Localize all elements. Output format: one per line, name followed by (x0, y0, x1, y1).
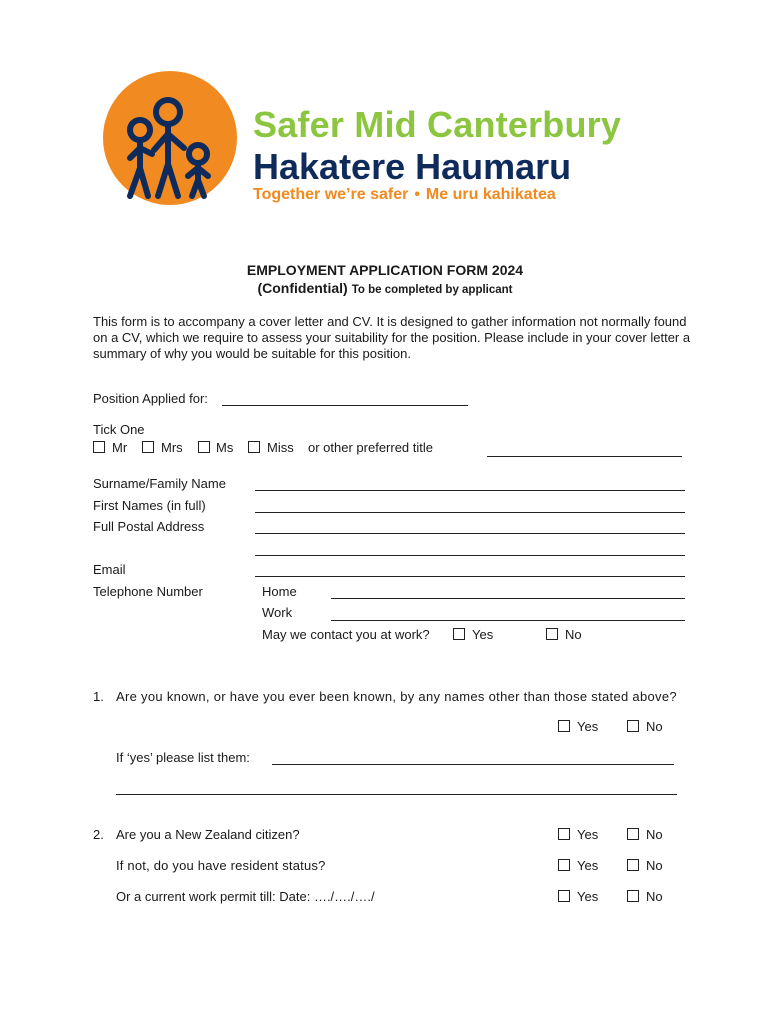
brand-name-maori: Hakatere Haumaru (253, 146, 572, 187)
q2c-yes-checkbox[interactable] (558, 890, 570, 902)
work-phone-label: Work (262, 605, 293, 620)
q1-no-label: No (646, 719, 663, 734)
q2-yes-label: Yes (577, 827, 599, 842)
q1-no-checkbox[interactable] (627, 720, 639, 732)
title-mrs-label: Mrs (161, 440, 183, 455)
telephone-label: Telephone Number (93, 584, 203, 599)
q2-no-checkbox[interactable] (627, 828, 639, 840)
q2b-yes-checkbox[interactable] (558, 859, 570, 871)
title-mr-checkbox[interactable] (93, 441, 105, 453)
email-label: Email (93, 562, 126, 577)
title-mrs-checkbox[interactable] (142, 441, 154, 453)
postal-address-input-line-2[interactable] (255, 555, 685, 556)
home-phone-input-line[interactable] (331, 598, 685, 599)
completion-note: To be completed by applicant (351, 284, 513, 296)
postal-address-input-line-1[interactable] (255, 533, 685, 534)
question-1-text: Are you known, or have you ever been known, by any names other than those stated above? (116, 689, 677, 704)
title-ms-label: Ms (216, 440, 234, 455)
q1-list-label: If ‘yes’ please list them: (116, 750, 250, 765)
question-2c-text: Or a current work permit till: Date: …./…./…./ (116, 889, 375, 904)
contact-work-no-label: No (565, 627, 582, 642)
intro-paragraph: This form is to accompany a cover letter and CV. It is designed to gather information not normally found on a CV, which we require to assess your suitability for the position. Please include in your cover letter a summary of why you would be suitable for this position. (93, 314, 691, 361)
question-2b-text: If not, do you have resident status? (116, 858, 326, 873)
title-mr-label: Mr (112, 440, 128, 455)
surname-input-line[interactable] (255, 490, 685, 491)
tagline-english: Together we’re safer (253, 186, 409, 203)
q2c-no-checkbox[interactable] (627, 890, 639, 902)
form-title: EMPLOYMENT APPLICATION FORM 2024 (246, 262, 524, 278)
q2c-no-label: No (646, 889, 663, 904)
brand-name-english: Safer Mid Canterbury (253, 104, 622, 145)
tagline-separator: • (414, 186, 420, 203)
first-names-label: First Names (in full) (93, 498, 206, 513)
position-input-line[interactable] (222, 405, 468, 406)
q2b-no-label: No (646, 858, 663, 873)
contact-work-yes-checkbox[interactable] (453, 628, 465, 640)
form-subtitle (0, 280, 770, 296)
q1-yes-label: Yes (577, 719, 599, 734)
title-miss-label: Miss (267, 440, 294, 455)
question-2-text: Are you a New Zealand citizen? (116, 827, 300, 842)
q1-list-input-line-1[interactable] (272, 764, 674, 765)
contact-work-no-checkbox[interactable] (546, 628, 558, 640)
first-names-input-line[interactable] (255, 512, 685, 513)
q2c-yes-label: Yes (577, 889, 599, 904)
q2b-yes-label: Yes (577, 858, 599, 873)
work-phone-input-line[interactable] (331, 620, 685, 621)
q1-yes-checkbox[interactable] (558, 720, 570, 732)
question-2-number: 2. (93, 827, 104, 842)
contact-work-yes-label: Yes (472, 627, 494, 642)
title-miss-checkbox[interactable] (248, 441, 260, 453)
home-phone-label: Home (262, 584, 297, 599)
question-1-number: 1. (93, 689, 104, 704)
logo-family-icon (100, 68, 240, 208)
title-ms-checkbox[interactable] (198, 441, 210, 453)
email-input-line[interactable] (255, 576, 685, 577)
surname-label: Surname/Family Name (93, 476, 226, 491)
tick-one-label: Tick One (93, 422, 145, 437)
other-title-input-line[interactable] (487, 456, 682, 457)
brand-tagline (253, 186, 556, 204)
q2-yes-checkbox[interactable] (558, 828, 570, 840)
q2b-no-checkbox[interactable] (627, 859, 639, 871)
position-label: Position Applied for: (93, 391, 208, 406)
q2-no-label: No (646, 827, 663, 842)
q1-list-input-line-2[interactable] (116, 794, 677, 795)
contact-at-work-question: May we contact you at work? (262, 627, 430, 642)
postal-address-label: Full Postal Address (93, 519, 205, 534)
confidential-label: (Confidential) (257, 280, 348, 296)
tagline-maori: Me uru kahikatea (425, 186, 556, 203)
other-title-label: or other preferred title (308, 440, 434, 455)
